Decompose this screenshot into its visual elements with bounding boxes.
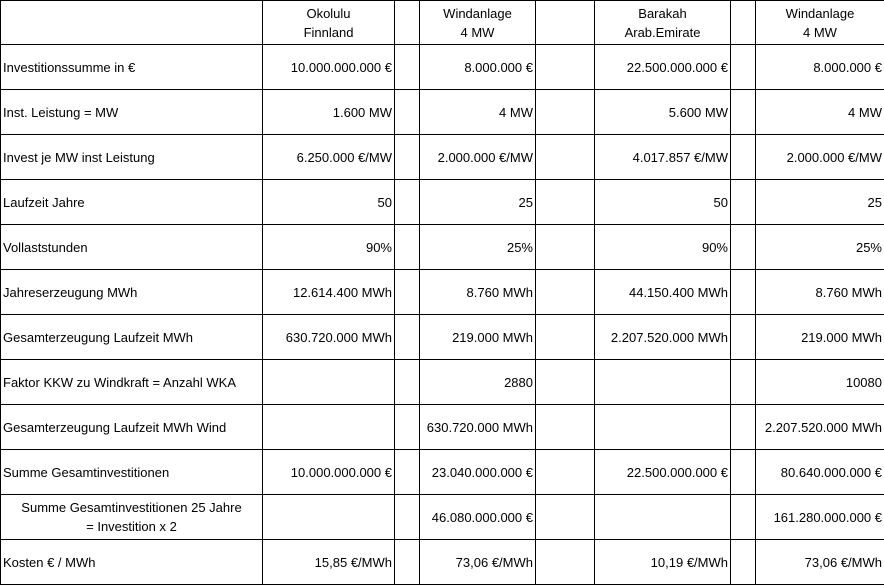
value-cell-wind-2[interactable]: 8.760 MWh xyxy=(756,270,884,315)
gap-cell xyxy=(731,360,756,405)
table-row xyxy=(1,495,884,540)
value-cell-wind-2[interactable]: 73,06 €/MWh xyxy=(756,540,884,585)
gap-cell xyxy=(395,360,420,405)
table-row xyxy=(1,315,884,360)
gap-cell xyxy=(731,135,756,180)
header-barakah-name: Barakah xyxy=(638,5,687,21)
gap-cell xyxy=(536,540,595,585)
header-label-cell xyxy=(1,1,263,45)
value-cell-barakah[interactable] xyxy=(595,405,731,450)
row-label-cell[interactable] xyxy=(1,495,263,540)
header-cell-okolulu[interactable] xyxy=(263,1,395,45)
gap-cell xyxy=(395,315,420,360)
gap-cell xyxy=(731,90,756,135)
value-cell-barakah[interactable]: 10,19 €/MWh xyxy=(595,540,731,585)
gap-cell xyxy=(731,495,756,540)
gap-cell xyxy=(731,450,756,495)
value-cell-barakah[interactable]: 90% xyxy=(595,225,731,270)
value-cell-wind-2[interactable]: 2.207.520.000 MWh xyxy=(756,405,884,450)
value-cell-okolulu[interactable]: 630.720.000 MWh xyxy=(263,315,395,360)
value-cell-wind-1[interactable]: 25% xyxy=(420,225,536,270)
gap-cell xyxy=(395,270,420,315)
value-cell-okolulu[interactable]: 10.000.000.000 € xyxy=(263,450,395,495)
value-cell-wind-1[interactable]: 8.760 MWh xyxy=(420,270,536,315)
row-label-cell[interactable]: Faktor KKW zu Windkraft = Anzahl WKA xyxy=(1,360,263,405)
header-okolulu-country: Finnland xyxy=(303,24,354,40)
value-cell-wind-2[interactable]: 25% xyxy=(756,225,884,270)
value-cell-barakah[interactable]: 50 xyxy=(595,180,731,225)
gap-cell xyxy=(536,135,595,180)
value-cell-barakah[interactable]: 22.500.000.000 € xyxy=(595,45,731,90)
value-cell-wind-1[interactable]: 630.720.000 MWh xyxy=(420,405,536,450)
table-row xyxy=(1,270,884,315)
gap-cell xyxy=(536,270,595,315)
value-cell-wind-1[interactable]: 46.080.000.000 € xyxy=(420,495,536,540)
gap-cell xyxy=(395,135,420,180)
row-label-cell[interactable]: Inst. Leistung = MW xyxy=(1,90,263,135)
gap-cell xyxy=(731,405,756,450)
row-label-cell[interactable]: Gesamterzeugung Laufzeit MWh Wind xyxy=(1,405,263,450)
value-cell-barakah[interactable]: 44.150.400 MWh xyxy=(595,270,731,315)
header-cell-barakah[interactable] xyxy=(595,1,731,45)
gap-cell xyxy=(536,90,595,135)
value-cell-wind-2[interactable]: 2.000.000 €/MW xyxy=(756,135,884,180)
value-cell-okolulu[interactable]: 15,85 €/MWh xyxy=(263,540,395,585)
gap-cell xyxy=(395,540,420,585)
row-label-cell[interactable]: Jahreserzeugung MWh xyxy=(1,270,263,315)
value-cell-barakah[interactable] xyxy=(595,360,731,405)
gap-cell xyxy=(731,270,756,315)
table-row xyxy=(1,540,884,585)
gap-cell xyxy=(395,450,420,495)
row-label-cell[interactable]: Gesamterzeugung Laufzeit MWh xyxy=(1,315,263,360)
value-cell-barakah[interactable]: 4.017.857 €/MW xyxy=(595,135,731,180)
value-cell-wind-2[interactable]: 161.280.000.000 € xyxy=(756,495,884,540)
gap-cell xyxy=(395,45,420,90)
gap-cell xyxy=(395,405,420,450)
header-wind-2-name: Windanlage xyxy=(785,5,855,21)
value-cell-wind-2[interactable]: 8.000.000 € xyxy=(756,45,884,90)
header-okolulu-name: Okolulu xyxy=(306,5,351,21)
gap-cell xyxy=(395,180,420,225)
header-wind-1-capacity: 4 MW xyxy=(460,24,495,40)
value-cell-wind-1[interactable]: 25 xyxy=(420,180,536,225)
value-cell-okolulu[interactable]: 1.600 MW xyxy=(263,90,395,135)
header-row xyxy=(1,1,884,45)
header-cell-wind-2[interactable] xyxy=(756,1,884,45)
gap-cell xyxy=(536,405,595,450)
gap-cell xyxy=(536,225,595,270)
row-label-line-2: = Investition x 2 xyxy=(86,519,177,534)
row-label-cell[interactable]: Kosten € / MWh xyxy=(1,540,263,585)
header-wind-1-name: Windanlage xyxy=(443,5,512,21)
header-barakah-country: Arab.Emirate xyxy=(624,24,701,40)
value-cell-wind-2[interactable]: 10080 xyxy=(756,360,884,405)
value-cell-okolulu[interactable]: 12.614.400 MWh xyxy=(263,270,395,315)
gap-cell xyxy=(731,1,756,45)
value-cell-okolulu[interactable] xyxy=(263,405,395,450)
value-cell-okolulu[interactable]: 6.250.000 €/MW xyxy=(263,135,395,180)
table-row xyxy=(1,405,884,450)
value-cell-wind-1[interactable]: 2880 xyxy=(420,360,536,405)
value-cell-barakah[interactable]: 2.207.520.000 MWh xyxy=(595,315,731,360)
table-row xyxy=(1,135,884,180)
row-label-cell[interactable]: Vollaststunden xyxy=(1,225,263,270)
gap-cell xyxy=(536,1,595,45)
value-cell-okolulu[interactable]: 50 xyxy=(263,180,395,225)
value-cell-barakah[interactable] xyxy=(595,495,731,540)
gap-cell xyxy=(536,360,595,405)
value-cell-wind-2[interactable]: 4 MW xyxy=(756,90,884,135)
header-cell-wind-1[interactable] xyxy=(420,1,536,45)
table-row xyxy=(1,90,884,135)
table-row xyxy=(1,450,884,495)
row-label-cell[interactable]: Laufzeit Jahre xyxy=(1,180,263,225)
value-cell-okolulu[interactable] xyxy=(263,360,395,405)
value-cell-wind-2[interactable]: 219.000 MWh xyxy=(756,315,884,360)
value-cell-wind-1[interactable]: 219.000 MWh xyxy=(420,315,536,360)
value-cell-okolulu[interactable]: 90% xyxy=(263,225,395,270)
value-cell-wind-2[interactable]: 25 xyxy=(756,180,884,225)
gap-cell xyxy=(395,1,420,45)
value-cell-wind-1[interactable]: 4 MW xyxy=(420,90,536,135)
row-label-cell[interactable]: Investitionssumme in € xyxy=(1,45,263,90)
table-row xyxy=(1,45,884,90)
row-label-cell[interactable]: Summe Gesamtinvestitionen xyxy=(1,450,263,495)
value-cell-wind-2[interactable]: 80.640.000.000 € xyxy=(756,450,884,495)
gap-cell xyxy=(731,180,756,225)
gap-cell xyxy=(536,315,595,360)
row-label-cell[interactable]: Invest je MW inst Leistung xyxy=(1,135,263,180)
gap-cell xyxy=(536,495,595,540)
value-cell-wind-1[interactable]: 73,06 €/MWh xyxy=(420,540,536,585)
table-row xyxy=(1,180,884,225)
value-cell-okolulu[interactable]: 10.000.000.000 € xyxy=(263,45,395,90)
table-row xyxy=(1,225,884,270)
gap-cell xyxy=(731,225,756,270)
gap-cell xyxy=(731,540,756,585)
row-label-line-1: Summe Gesamtinvestitionen 25 Jahre xyxy=(21,500,242,515)
gap-cell xyxy=(731,45,756,90)
value-cell-barakah[interactable]: 22.500.000.000 € xyxy=(595,450,731,495)
gap-cell xyxy=(395,495,420,540)
value-cell-wind-1[interactable]: 2.000.000 €/MW xyxy=(420,135,536,180)
gap-cell xyxy=(536,450,595,495)
gap-cell xyxy=(395,225,420,270)
gap-cell xyxy=(536,180,595,225)
value-cell-okolulu[interactable] xyxy=(263,495,395,540)
gap-cell xyxy=(731,315,756,360)
value-cell-wind-1[interactable]: 8.000.000 € xyxy=(420,45,536,90)
value-cell-wind-1[interactable]: 23.040.000.000 € xyxy=(420,450,536,495)
gap-cell xyxy=(395,90,420,135)
value-cell-barakah[interactable]: 5.600 MW xyxy=(595,90,731,135)
gap-cell xyxy=(536,45,595,90)
header-wind-2-capacity: 4 MW xyxy=(803,24,837,40)
table-row xyxy=(1,360,884,405)
